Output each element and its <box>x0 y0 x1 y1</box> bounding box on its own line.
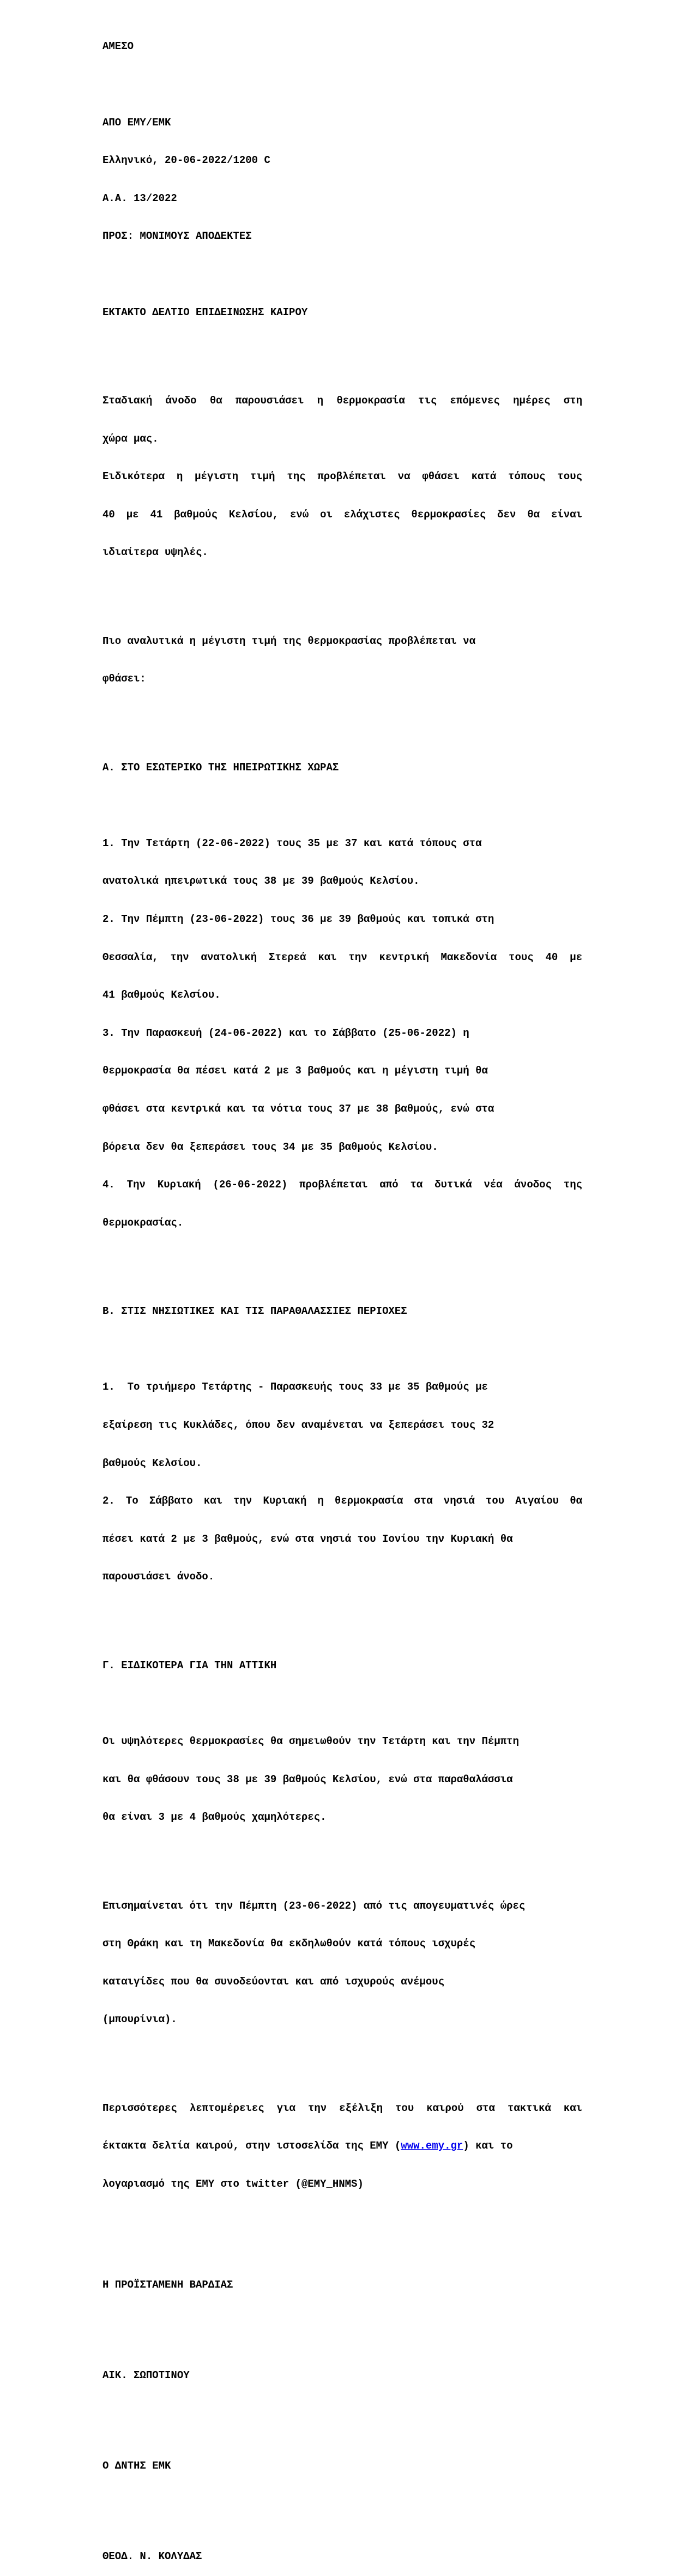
section-a-line: 3. Την Παρασκευή (24-06-2022) και το Σάββατο (25-06-2022) η <box>102 1027 469 1039</box>
detail-intro-line: Πιο αναλυτικά η μέγιστη τιμή της θερμοκρασίας προβλέπεται να <box>102 635 476 647</box>
recipients: ΠΡΟΣ: ΜΟΝΙΜΟΥΣ ΑΠΟΔΕΚΤΕΣ <box>102 230 252 243</box>
storm-note-line: καταιγίδες που θα συνοδεύονται και από ισχυρούς ανέμους <box>102 1975 445 1988</box>
sender: ΑΠΟ ΕΜΥ/ΕΜΚ <box>102 116 171 129</box>
storm-note-line: (μπουρίνια). <box>102 2013 177 2026</box>
deputy-name: ΘΕΟΔ. Ν. ΚΟΛΥΔΑΣ <box>102 2550 202 2563</box>
section-a-heading: Α. ΣΤΟ ΕΣΩΤΕΡΙΚΟ ΤΗΣ ΗΠΕΙΡΩΤΙΚΗΣ ΧΩΡΑΣ <box>102 761 339 774</box>
more-info-line <box>102 2140 582 2152</box>
urgency-label: ΑΜΕΣΟ <box>102 40 134 53</box>
intro-line: χώρα μας. <box>102 432 159 445</box>
section-a-line: θερμοκρασίας. <box>102 1216 184 1229</box>
section-b-line: βαθμούς Κελσίου. <box>102 1457 202 1469</box>
section-b-line: 1. Το τριήμερο Τετάρτης - Παρασκευής τους 33 με 35 βαθμούς με <box>102 1381 488 1393</box>
bulletin-title: ΕΚΤΑΚΤΟ ΔΕΛΤΙΟ ΕΠΙΔΕΙΝΩΣΗΣ ΚΑΙΡΟΥ <box>102 306 308 318</box>
section-c-line: και θα φθάσουν τους 38 με 39 βαθμούς Κελσίου, ενώ στα παραθαλάσσια <box>102 1773 513 1785</box>
deputy-title: Ο ΔΝΤΗΣ ΕΜΚ <box>102 2460 171 2472</box>
intro-line: 40 με 41 βαθμούς Κελσίου, ενώ οι ελάχιστες θερμοκρασίες δεν θα είναι <box>102 508 582 521</box>
shift-head-name: ΑΙΚ. ΣΩΠΟΤΙΝΟΥ <box>102 2369 190 2382</box>
section-b-line: 2. Το Σάββατο και την Κυριακή η θερμοκρασία στα νησιά του Αιγαίου θα <box>102 1495 582 1507</box>
place-datetime: Ελληνικό, 20-06-2022/1200 C <box>102 154 270 167</box>
more-info-text: ) και το <box>463 2140 513 2152</box>
intro-line: ιδιαίτερα υψηλές. <box>102 546 208 559</box>
section-b-line: πέσει κατά 2 με 3 βαθμούς, ενώ στα νησιά του Ιονίου την Κυριακή θα <box>102 1533 513 1545</box>
section-a-line: φθάσει στα κεντρικά και τα νότια τους 37 με 38 βαθμούς, ενώ στα <box>102 1103 494 1115</box>
section-c-heading: Γ. ΕΙΔΙΚΟΤΕΡΑ ΓΙΑ ΤΗΝ ΑΤΤΙΚΗ <box>102 1659 277 1672</box>
emy-website-link[interactable]: www.emy.gr <box>401 2140 463 2152</box>
weather-bulletin-document <box>102 15 582 2576</box>
section-a-line: 2. Την Πέμπτη (23-06-2022) τους 36 με 39 βαθμούς και τοπικά στη <box>102 913 494 926</box>
section-c-line: Οι υψηλότερες θερμοκρασίες θα σημειωθούν την Τετάρτη και την Πέμπτη <box>102 1735 519 1747</box>
section-a-line: Θεσσαλία, την ανατολική Στερεά και την κεντρική Μακεδονία τους 40 με <box>102 951 582 963</box>
intro-line: Σταδιακή άνοδο θα παρουσιάσει η θερμοκρασία τις επόμενες ημέρες στη <box>102 394 582 407</box>
section-c-line: θα είναι 3 με 4 βαθμούς χαμηλότερες. <box>102 1811 327 1824</box>
detail-intro-line: φθάσει: <box>102 673 146 685</box>
storm-note-line: στη Θράκη και τη Μακεδονία θα εκδηλωθούν κατά τόπους ισχυρές <box>102 1938 476 1950</box>
more-info-text: έκτακτα δελτία καιρού, στην ιστοσελίδα της ΕΜΥ ( <box>102 2140 401 2152</box>
section-a-line: ανατολικά ηπειρωτικά τους 38 με 39 βαθμούς Κελσίου. <box>102 875 420 888</box>
section-a-line: 4. Την Κυριακή (26-06-2022) προβλέπεται από τα δυτικά νέα άνοδος της <box>102 1179 582 1191</box>
intro-line: Ειδικότερα η μέγιστη τιμή της προβλέπεται να φθάσει κατά τόπους τους <box>102 470 582 483</box>
shift-head-title: Η ΠΡΟΪΣΤΑΜΕΝΗ ΒΑΡΔΙΑΣ <box>102 2279 233 2291</box>
section-a-line: 41 βαθμούς Κελσίου. <box>102 989 221 1002</box>
section-b-line: παρουσιάσει άνοδο. <box>102 1571 215 1583</box>
more-info-line: λογαριασμό της ΕΜΥ στο twitter (@EMY_HNMS) <box>102 2177 364 2190</box>
more-info-line: Περισσότερες λεπτομέρειες για την εξέλιξη του καιρού στα τακτικά και <box>102 2102 582 2114</box>
reference-number: Α.Α. 13/2022 <box>102 192 177 204</box>
section-b-line: εξαίρεση τις Κυκλάδες, όπου δεν αναμένεται να ξεπεράσει τους 32 <box>102 1419 494 1431</box>
section-b-heading: Β. ΣΤΙΣ ΝΗΣΙΩΤΙΚΕΣ ΚΑΙ ΤΙΣ ΠΑΡΑΘΑΛΑΣΣΙΕΣ ΠΕΡΙΟΧΕΣ <box>102 1305 407 1318</box>
section-a-line: θερμοκρασία θα πέσει κατά 2 με 3 βαθμούς και η μέγιστη τιμή θα <box>102 1065 488 1077</box>
section-a-line: βόρεια δεν θα ξεπεράσει τους 34 με 35 βαθμούς Κελσίου. <box>102 1141 438 1153</box>
section-a-line: 1. Την Τετάρτη (22-06-2022) τους 35 με 37 και κατά τόπους στα <box>102 837 482 849</box>
storm-note-line: Επισημαίνεται ότι την Πέμπτη (23-06-2022) από τις απογευματινές ώρες <box>102 1899 526 1912</box>
